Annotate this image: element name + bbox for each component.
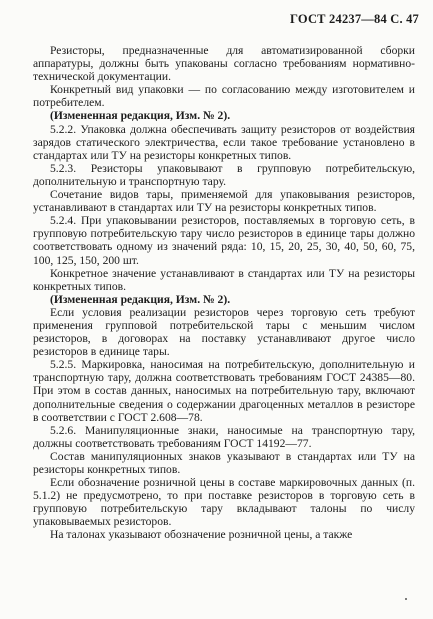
paragraph: Состав манипуляционных знаков указывают в стандартах или ТУ на резисторы конкретных типов.	[33, 449, 415, 476]
paragraph: 5.2.3. Резисторы упаковывают в групповую потребительскую, дополнительную и транспортную тару.	[33, 161, 415, 188]
page-header: ГОСТ 24237—84 С. 47	[290, 12, 419, 26]
document-body	[33, 44, 415, 542]
amendment-note: (Измененная редакция, Изм. № 2).	[50, 292, 231, 306]
paragraph: Сочетание видов тары, применяемой для упаковывания резисторов, устанавливают в стандартах или ТУ на резисторы конкретных типов.	[33, 188, 415, 215]
paragraph: 5.2.6. Манипуляционные знаки, наносимые на транспортную тару, должны соответствовать требованиям ГОСТ 14192—77.	[33, 423, 415, 450]
paragraph: На талонах указывают обозначение розничной цены, а также	[50, 528, 353, 542]
amendment-note: (Измененная редакция, Изм. № 2).	[50, 109, 231, 123]
paragraph: Конкретный вид упаковки — по согласованию между изготовителем и потребителем.	[33, 83, 415, 110]
paragraph: 5.2.5. Маркировка, наносимая на потребительскую, дополнительную и транспортную тару, должна соответствовать требованиям ГОСТ 24385—80. При этом в состав данных, наносимых на потребительную тару, включают дополнительные сведения о содержании драгоценных металлов в резисторе в соответствии с ГОСТ 2.608—78.	[33, 358, 415, 424]
scan-speck	[405, 598, 407, 600]
paragraph: Конкретное значение устанавливают в стандартах или ТУ на резисторы конкретных типов.	[33, 266, 415, 293]
paragraph: Если обозначение розничной цены в составе маркировочных данных (п. 5.1.2) не предусмотрено, то при поставке резисторов в торговую сеть в групповую потребительскую тару вкладывают талоны по числу упаковываемых резисторов.	[33, 476, 415, 529]
paragraph: Резисторы, предназначенные для автоматизированной сборки аппаратуры, должны быть упакованы согласно требованиям нормативно-технической документации.	[33, 44, 415, 84]
paragraph: 5.2.4. При упаковывании резисторов, поставляемых в торговую сеть, в групповую потребительскую тару число резисторов в единице тары должно соответствовать одному из значений ряда: 10, 15, 20, 25, 30, 40, 50, 60, 75, 100, 125, 150, 200 шт.	[33, 214, 415, 267]
paragraph: Если условия реализации резисторов через торговую сеть требуют применения групповой потребительской тары с меньшим числом резисторов, в договорах на поставку устанавливают другое число резисторов в единице тары.	[33, 305, 415, 359]
paragraph: 5.2.2. Упаковка должна обеспечивать защиту резисторов от воздействия зарядов статического электричества, если такое требование установлено в стандартах или ТУ на резисторы конкретных типов.	[33, 122, 415, 162]
